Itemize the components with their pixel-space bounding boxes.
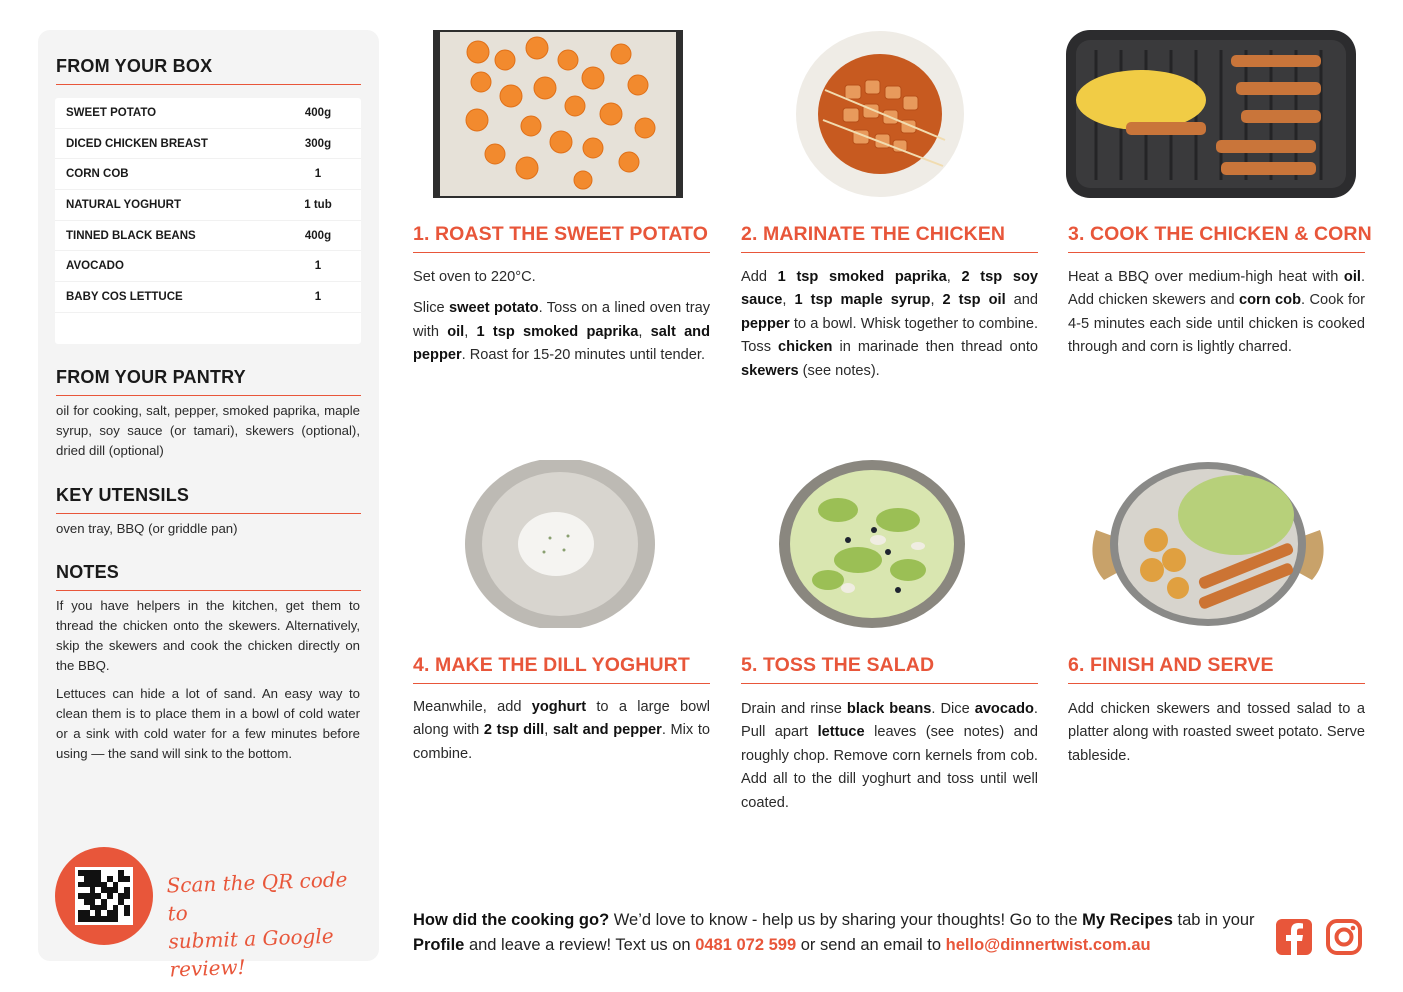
text-run: Drain and rinse <box>741 701 847 717</box>
text-run: to a bowl. Whisk together to combine. Toss <box>741 315 1038 356</box>
ingredient-row <box>55 98 361 129</box>
text-run: Meanwhile, add <box>413 699 532 715</box>
ingredient-name: DICED CHICKEN BREAST <box>66 137 208 150</box>
bold-text: avocado <box>974 701 1034 717</box>
step-5-paragraph-1 <box>741 698 1038 815</box>
step-1-title: 1. ROAST THE SWEET POTATO <box>413 223 710 253</box>
qr-module <box>124 916 130 922</box>
text-run: and leave a review! Text us on <box>464 936 696 954</box>
text-run: , <box>946 269 962 285</box>
bold-text: pepper <box>741 315 790 332</box>
ingredient-quantity: 1 <box>314 290 322 303</box>
key-utensils-title: KEY UTENSILS <box>56 485 361 514</box>
from-your-pantry-title: FROM YOUR PANTRY <box>56 367 361 396</box>
step-5-text <box>741 698 1038 823</box>
ingredient-name: NATURAL YOGHURT <box>66 198 181 211</box>
step-5-photo <box>778 460 966 628</box>
text-run: Heat a BBQ over medium-high heat with <box>1068 269 1344 285</box>
bold-text: Profile <box>413 936 465 954</box>
ingredient-row <box>55 282 361 313</box>
bold-text: lettuce <box>817 724 865 741</box>
bold-text: 1 tsp smoked paprika <box>777 269 947 285</box>
step-1-text <box>413 266 710 376</box>
text-run: tab in your <box>1172 911 1255 929</box>
text-run: Slice <box>413 300 450 317</box>
ingredient-row <box>55 159 361 190</box>
text-run: to a large bowl along with <box>413 699 710 739</box>
text-run: . Add chicken skewers and <box>1068 269 1365 309</box>
step-6-text <box>1068 698 1365 776</box>
feedback-footer <box>413 908 1263 958</box>
ingredient-quantity: 400g <box>304 229 332 242</box>
bold-text: 2 tsp oil <box>942 292 1006 309</box>
instagram-icon[interactable] <box>1325 918 1363 956</box>
text-run: . Pull apart <box>741 701 1038 741</box>
text-run: , <box>544 722 553 739</box>
text-run: Add chicken skewers and tossed salad to a platter along with roasted sweet potato. Serve tableside. <box>1068 701 1365 764</box>
text-run: . Roast for 15-20 minutes until tender. <box>461 347 706 364</box>
facebook-icon[interactable] <box>1275 918 1313 956</box>
bold-text: sweet potato <box>449 300 539 317</box>
ingredient-row <box>55 251 361 282</box>
text-run: . Toss on a lined oven tray with <box>413 300 711 340</box>
notes-paragraph-1: If you have helpers in the kitchen, get them to thread the chicken onto the skewers. Alternatively, skip the skewers and cook the chicken directly on the BBQ. <box>56 598 360 673</box>
bold-text: My Recipes <box>1082 911 1173 929</box>
bold-text: salt and pepper <box>413 323 711 364</box>
pantry-text: oil for cooking, salt, pepper, smoked paprika, maple syrup, soy sauce (or tamari), skewers (optional), dried dill (optional) <box>56 403 360 458</box>
step-6-paragraph-1 <box>1068 698 1365 768</box>
step-3-photo <box>1066 30 1356 198</box>
ingredient-row <box>55 221 361 252</box>
ingredient-name: SWEET POTATO <box>66 106 157 119</box>
bold-text: 1 tsp smoked paprika <box>476 323 639 340</box>
step-6-title: 6. FINISH AND SERVE <box>1068 654 1365 684</box>
ingredients-sidebar <box>38 30 379 982</box>
contact-link[interactable]: 0481 072 599 <box>695 936 797 954</box>
text-run: , <box>930 292 943 309</box>
ingredient-name: AVOCADO <box>66 260 124 273</box>
text-run: in marinade then thread onto <box>832 339 1038 356</box>
text-run: , <box>638 323 651 340</box>
step-2-paragraph-1 <box>741 266 1038 383</box>
ingredient-quantity: 300g <box>304 137 332 150</box>
step-4-photo <box>464 460 657 628</box>
ingredient-quantity: 1 tub <box>304 198 332 211</box>
bold-text: How did the cooking go? <box>413 911 610 929</box>
text-run: (see notes). <box>798 362 880 379</box>
from-your-box-title: FROM YOUR BOX <box>56 56 361 85</box>
step-1-photo <box>433 30 683 198</box>
step-2-text <box>741 266 1038 391</box>
text-run: Add <box>741 269 778 285</box>
ingredients-table <box>55 98 361 344</box>
step-2-photo <box>795 30 965 198</box>
text-run: or send an email to <box>796 936 946 954</box>
step-5-title: 5. TOSS THE SALAD <box>741 654 1038 684</box>
step-1-paragraph-1: Set oven to 220°C. <box>413 269 536 285</box>
ingredient-name: CORN COB <box>66 168 129 181</box>
step-3-title: 3. COOK THE CHICKEN & CORN <box>1068 223 1365 253</box>
text-run: , <box>464 323 477 340</box>
step-3-text <box>1068 266 1365 368</box>
utensils-text: oven tray, BBQ (or griddle pan) <box>56 521 238 536</box>
bold-text: salt and pepper <box>552 722 662 739</box>
bold-text: 1 tsp maple syrup <box>794 292 931 309</box>
bold-text: oil <box>447 323 465 340</box>
ingredient-row <box>55 129 361 160</box>
notes-paragraph-2: Lettuces can hide a lot of sand. An easy way to clean them is to place them in a bowl of cold water or a sink with cold water for a few minutes before using — the sand will sink to the bottom. <box>56 686 360 761</box>
bold-text: oil <box>1343 269 1361 285</box>
step-1-paragraph-2 <box>413 297 710 367</box>
bold-text: corn cob <box>1239 292 1302 309</box>
qr-code-badge[interactable] <box>55 847 153 945</box>
bold-text: chicken <box>778 339 833 356</box>
text-run: . Cook for 4-5 minutes each side until chicken is cooked through and corn is lightly charred. <box>1068 292 1366 356</box>
bold-text: skewers <box>741 362 799 379</box>
bold-text: 2 tsp dill <box>483 722 545 739</box>
ingredient-name: TINNED BLACK BEANS <box>66 229 196 242</box>
qr-caption-line-2: submit a Google review! <box>168 923 334 982</box>
notes-title: NOTES <box>56 562 361 591</box>
text-run: leaves (see notes) and roughly chop. Remove corn kernels from cob. Add all to the dill yoghurt and toss until well coated. <box>741 724 1038 811</box>
text-run: . Dice <box>931 701 975 717</box>
qr-caption-line-1: Scan the QR code to <box>166 867 348 926</box>
step-4-text <box>413 696 710 774</box>
bold-text: black beans <box>846 701 932 717</box>
step-3-paragraph-1 <box>1068 266 1365 360</box>
step-2-title: 2. MARINATE THE CHICKEN <box>741 223 1038 253</box>
ingredient-quantity: 400g <box>304 106 332 119</box>
qr-caption <box>166 865 370 984</box>
qr-code-icon <box>75 867 133 925</box>
step-6-photo <box>1086 460 1330 628</box>
ingredient-row <box>55 190 361 221</box>
ingredient-quantity: 1 <box>314 260 322 273</box>
step-4-paragraph-1 <box>413 696 710 766</box>
ingredient-name: BABY COS LETTUCE <box>66 290 183 303</box>
text-run: and <box>1005 292 1038 309</box>
ingredient-quantity: 1 <box>314 168 322 181</box>
contact-link[interactable]: hello@dinnertwist.com.au <box>945 936 1151 954</box>
text-run: . Mix to combine. <box>413 722 711 762</box>
step-4-title: 4. MAKE THE DILL YOGHURT <box>413 654 710 684</box>
text-run: , <box>782 292 795 309</box>
text-run: We’d love to know - help us by sharing your thoughts! Go to the <box>609 911 1083 929</box>
bold-text: yoghurt <box>531 699 587 715</box>
bold-text: 2 tsp soy sauce <box>741 269 1039 309</box>
